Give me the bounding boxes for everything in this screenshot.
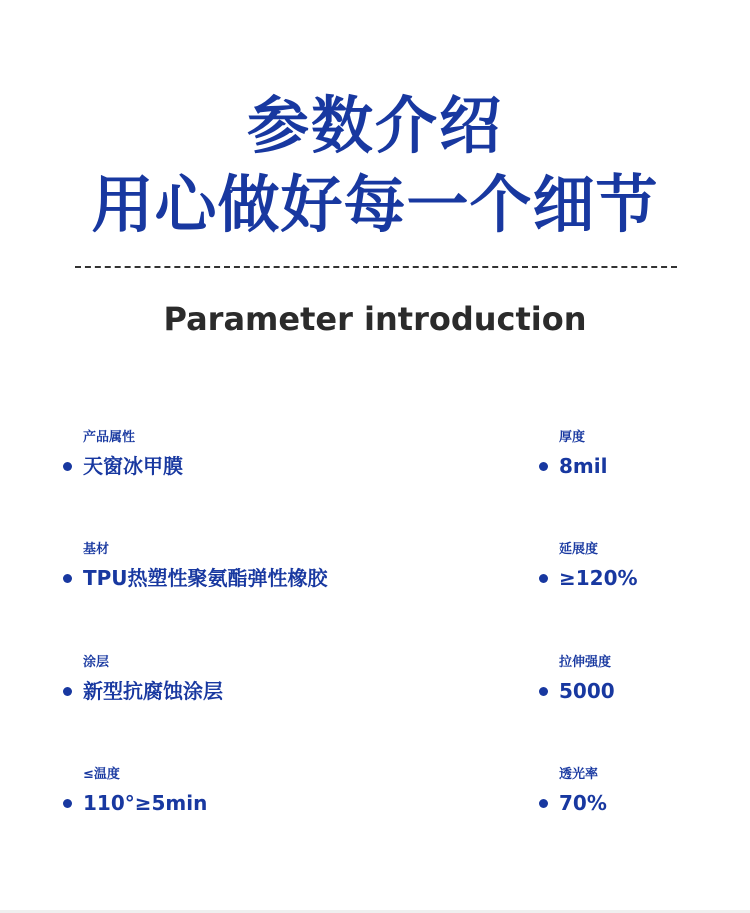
param-label: 拉伸强度 [559, 655, 612, 670]
param-value: 70% [559, 791, 607, 815]
page-subtitle: Parameter introduction [163, 300, 587, 338]
param-label: 厚度 [559, 430, 586, 445]
page-title-line-2: 用心做好每一个细节 [91, 168, 659, 241]
param-value: 5000 [559, 679, 615, 703]
param-label: 涂层 [83, 655, 110, 670]
param-value: ≥120% [559, 566, 638, 590]
bullet-dot-icon [63, 574, 72, 583]
param-label: 基材 [83, 542, 110, 557]
param-value: 新型抗腐蚀涂层 [83, 679, 223, 703]
param-label: ≤温度 [83, 767, 120, 782]
dashed-divider [75, 266, 677, 268]
bullet-dot-icon [539, 799, 548, 808]
page-title-line-1: 参数介绍 [246, 89, 503, 162]
bullet-dot-icon [63, 687, 72, 696]
param-label: 延展度 [559, 542, 599, 557]
bullet-dot-icon [539, 687, 548, 696]
param-value: TPU热塑性聚氨酯弹性橡胶 [83, 566, 328, 590]
bullet-dot-icon [63, 799, 72, 808]
bullet-dot-icon [63, 462, 72, 471]
param-value: 天窗冰甲膜 [83, 454, 183, 478]
param-label: 产品属性 [83, 430, 136, 445]
bullet-dot-icon [539, 574, 548, 583]
param-value: 110°≥5min [83, 791, 208, 815]
param-label: 透光率 [559, 767, 599, 782]
param-value: 8mil [559, 454, 608, 478]
bullet-dot-icon [539, 462, 548, 471]
